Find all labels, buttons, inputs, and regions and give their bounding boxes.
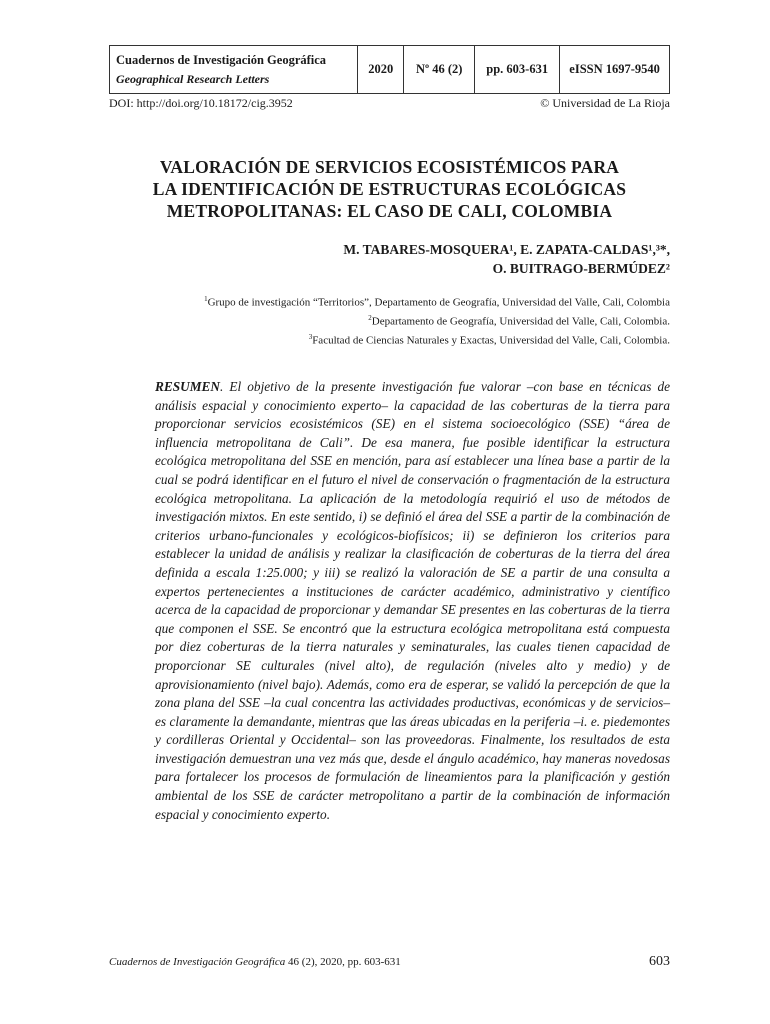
journal-name-spanish: Cuadernos de Investigación Geográfica <box>116 52 327 67</box>
affiliation-text: Grupo de investigación “Territorios”, Departamento de Geografía, Universidad del Valle, Cali, Colombia <box>207 296 670 309</box>
affiliation-text: Facultad de Ciencias Naturales y Exactas, Universidad del Valle, Cali, Colombia. <box>312 334 670 347</box>
author-list <box>109 240 670 278</box>
affiliation-item <box>109 292 670 311</box>
affiliation-text: Departamento de Geografía, Universidad del Valle, Cali, Colombia. <box>371 315 670 328</box>
journal-issue: Nº 46 (2) <box>404 46 475 94</box>
author-line: O. BUITRAGO-BERMÚDEZ² <box>492 261 670 276</box>
abstract-label: RESUMEN <box>155 379 221 394</box>
page-number: 603 <box>649 954 670 969</box>
affiliation-marker: 1 <box>204 295 208 303</box>
affiliation-marker: 3 <box>308 333 313 342</box>
abstract-text: . El objetivo de la presente investigación fue valorar –con base en técnicas de análisis espacial y conocimiento experto– la capacidad de las coberturas de la tierra para proporcionar servicios ecosistémicos (SE) en el sistema socioecológico (SSE) “área de influencia metropolitana de Cali”. De esa manera, fue posible identificar la estructura ecológica metropolitana del SSE en mención, para así establecer una línea base a partir de la cual se podrá identificar en el futuro el nivel de conservación o fragmentación de la estructura ecológica metropolitana. La aplicación de la metodología requirió el uso de métodos de investigación mixtos. En este sentido, i) se definió el área del SSE a partir de la combinación de criterios urbano-funcionales y ecológicos-biofísicos; ii) se definieron los criterios para establecer la unidad de análisis y realizar la clasificación de coberturas de la tierra del área definida a escala 1:25.000; y iii) se realizó la valoración de SE a partir de una consulta a expertos pertenecientes a instituciones de carácter académico, administrativo y científico acerca de la capacidad de proporcionar y demandar SE presentes en las coberturas de la tierra que componen el SSE. Se encontró que la estructura ecológica metropolitana está compuesta por diez coberturas de la tierra naturales y seminaturales, las cuales tienen capacidad de proporcionar SE culturales (nivel alto), de regulación (niveles alto y medio) y de aprovisionamiento (nivel bajo). Además, como era de esperar, se validó la percepción de que la zona plana del SSE –la cual concentra las actividades productivas, económicas y de servicios– es claramente la demandante, mientras que las áreas ubicadas en la periferia –i. e. piedemontes y cordilleras Oriental y Occidental– son las proveedoras. Finalmente, los resultados de esta investigación demuestran una vez más que, desde el ángulo académico, hay maneras novedosas para fortalecer los procesos de formulación de lineamientos para la planificación y gestión ambiental de los SSE de carácter metropolitano a partir de la combinación de información espacial y conocimiento experto. <box>155 379 670 822</box>
title-line: LA IDENTIFICACIÓN DE ESTRUCTURAS ECOLÓGICAS <box>152 179 627 199</box>
journal-year: 2020 <box>358 46 404 94</box>
affiliation-item <box>109 311 670 330</box>
doi-link[interactable]: DOI: http://doi.org/10.18172/cig.3952 <box>109 96 293 110</box>
footer-journal-name: Cuadernos de Investigación Geográfica <box>109 956 286 968</box>
journal-name-cell <box>110 46 358 94</box>
copyright-notice: © Universidad de La Rioja <box>540 96 670 110</box>
doi-line <box>109 96 670 111</box>
affiliation-marker: 2 <box>368 314 372 323</box>
author-line: M. TABARES-MOSQUERA¹, E. ZAPATA-CALDAS¹,³*, <box>343 242 670 257</box>
title-line: VALORACIÓN DE SERVICIOS ECOSISTÉMICOS PARA <box>159 157 620 177</box>
abstract-paragraph <box>155 378 670 824</box>
footer-citation-details: 46 (2), 2020, pp. 603-631 <box>285 956 401 968</box>
footer-citation <box>109 956 401 968</box>
affiliation-item <box>109 330 670 349</box>
journal-name-english: Geographical Research Letters <box>116 71 270 86</box>
affiliation-list <box>109 292 670 349</box>
article-title <box>109 156 670 222</box>
journal-pages: pp. 603-631 <box>475 46 560 94</box>
journal-header-table <box>109 45 670 94</box>
journal-issn: eISSN 1697-9540 <box>560 46 670 94</box>
title-line: METROPOLITANAS: EL CASO DE CALI, COLOMBIA <box>166 201 613 221</box>
